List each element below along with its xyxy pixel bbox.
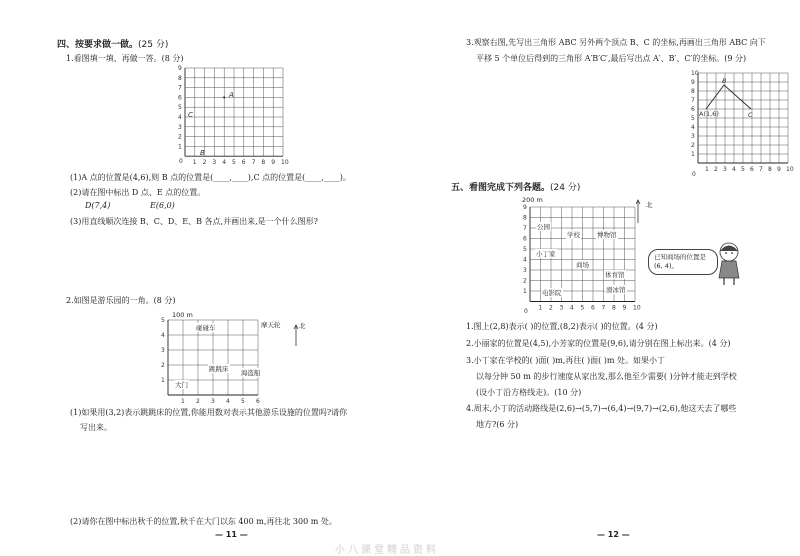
y-tick-label: 7 [523,225,527,232]
r-q4-line2: 地方?(6 分) [476,420,519,429]
y-tick-label: 2 [161,362,165,369]
point-b-label: B [200,149,205,157]
section-5-title: 五、看图完成下列各题。(24 分) [451,183,581,193]
map-scale-label: 200 m [522,196,543,204]
x-tick-label: 4 [222,159,227,167]
x-tick-label: 7 [601,304,606,312]
q1-sub3: (3)用直线顺次连接 B、C、D、E、B 各点,并画出来,是一个什么图形? [70,217,318,226]
x-tick-label: 8 [612,304,616,312]
y-tick-label: 9 [691,79,695,86]
x-tick-label: 4 [732,166,736,173]
q1-coordinate-grid [178,65,295,168]
park-label: 公园 [537,223,550,231]
y-tick-label: 7 [178,84,182,92]
point-a-label: A [229,91,234,99]
y-tick-label: 1 [178,143,182,151]
y-tick-label: 5 [178,104,182,112]
x-tick-label: 6 [256,398,260,405]
r-q3-text-line2: 以每分钟 50 m 的步行速度从家出发,那么他至少需要( )分钟才能走到学校 [476,372,737,381]
y-tick-label: 8 [523,214,527,222]
x-tick-label: 9 [271,159,276,167]
d-point: D(7,4) [85,201,111,210]
y-tick-label: 5 [161,317,165,324]
x-tick-label: 9 [777,166,781,173]
x-tick-label: 5 [741,166,745,173]
q2-sub2: (2)请你在图中标出秋千的位置,秋千在大门以东 400 m,再往北 300 m 处。 [70,517,337,526]
r-q3-line1: 3.观察右图,先写出三角形 ABC 另外两个顶点 B、C 的坐标,再画出三角形 ABC 向下 [466,38,766,47]
museum-label: 博物馆 [597,231,617,239]
x-tick-label: 4 [226,398,230,405]
page-number-left: — 11 — [215,530,248,539]
x-tick-label: 3 [559,304,564,312]
y-tick-label: 3 [523,267,527,274]
y-tick-label: 3 [691,133,695,140]
ice-hall-label: 滑冰馆 [606,286,626,294]
x-tick-label: 3 [212,159,217,167]
y-tick-label: 9 [523,204,527,211]
x-tick-label: 10 [281,159,289,167]
cinema-label: 电影院 [542,289,562,297]
triangle-coordinate-grid [691,70,798,178]
origin-label: 0 [179,158,183,165]
y-tick-label: 1 [523,288,527,295]
q1-sub1: (1)A 点的位置是(4,6),则 B 点的位置是(____,____),C 点的位置是(____,____)。 [70,173,351,182]
y-tick-label: 3 [161,347,165,354]
y-tick-label: 9 [178,65,182,72]
y-tick-label: 4 [178,114,182,121]
q1-sub2: (2)请在图中标出 D 点、E 点的位置。 [70,188,206,197]
point-a-label: A(1,6) [699,110,719,118]
y-tick-label: 4 [523,256,527,264]
x-tick-label: 2 [549,304,553,312]
x-tick-label: 5 [241,398,245,405]
origin-label: 0 [692,171,696,178]
y-tick-label: 6 [178,94,182,102]
x-tick-label: 2 [714,166,718,173]
x-tick-label: 4 [570,304,574,312]
q2-north-label: 北 [299,322,306,330]
point-c-label: C [188,111,193,119]
y-tick-label: 2 [523,277,527,285]
x-tick-label: 3 [723,166,727,173]
x-tick-label: 5 [232,159,236,167]
r-q3-text-line1: 3.小丁家在学校的( )面( )m,再往( )面( )m 处。如果小丁 [466,356,666,365]
x-tick-label: 10 [633,304,641,312]
y-tick-label: 5 [691,115,695,122]
pirate-ship-label: 海盗船 [241,369,261,377]
mall-label: 商场 [576,261,589,269]
x-tick-label: 6 [750,166,754,173]
x-tick-label: 6 [591,304,595,312]
x-tick-label: 10 [786,166,794,173]
school-label: 学校 [567,231,580,239]
origin-label: 0 [524,308,528,315]
point-b-label: B [722,77,727,85]
x-tick-label: 7 [251,159,256,167]
triangle-abc [706,85,751,109]
x-tick-label: 8 [261,159,266,167]
ding-home-label: 小丁家 [536,250,556,258]
e-point: E(6,0) [150,201,175,210]
q2-scale-label: 100 m [172,311,193,319]
x-tick-label: 1 [181,398,185,405]
y-tick-label: 7 [691,97,695,104]
x-tick-label: 1 [705,166,709,173]
gym-label: 体育馆 [605,271,625,279]
section-4-title: 四、按要求做一做。(25 分) [57,40,169,50]
y-tick-label: 3 [178,123,182,131]
q2-sub1-line1: (1)如果用(3,2)表示跳跳床的位置,你能用数对表示其他游乐设施的位置吗?请你 [70,408,348,417]
x-tick-label: 5 [580,304,585,312]
bumper-car-label: 碰碰车 [196,324,216,332]
trampoline-label: 跳跳床 [209,365,229,373]
watermark: 小八课堂精品资料 [335,545,439,556]
y-tick-label: 10 [691,70,699,77]
r-q1: 1.图上(2,8)表示( )的位置,(8,2)表示( )的位置。(4 分) [466,322,658,331]
y-tick-label: 5 [523,246,527,253]
x-tick-label: 3 [211,398,215,405]
r-q3-line2: 平移 5 个单位后得到的三角形 A′B′C′,最后写出点 A′、B′、C′的坐标。(9 分) [476,54,747,63]
r-q4-line1: 4.周末,小丁的活动路线是(2,6)→(5,7)→(6,4)→(9,7)→(2,6),他这天去了哪些 [466,404,737,413]
q2-sub1-line2: 写出来。 [80,423,112,432]
hint-bubble: 已知商场的位置是(6, 4)。 [648,249,718,275]
x-tick-label: 7 [759,166,763,173]
x-tick-label: 2 [196,398,200,405]
y-tick-label: 6 [523,235,527,243]
map-north-label: 北 [646,201,653,209]
point-c-label: C [748,111,753,119]
page-number-right: — 12 — [597,530,630,539]
x-tick-label: 2 [202,159,207,167]
x-tick-label: 8 [768,166,772,173]
y-tick-label: 6 [691,106,695,113]
gate-label: 大门 [175,381,188,389]
y-tick-label: 8 [178,74,182,82]
point-a-dot [223,96,225,98]
girl-illustration-icon [712,240,746,286]
y-tick-label: 2 [691,142,695,149]
y-tick-label: 1 [161,377,165,384]
y-tick-label: 4 [691,124,695,131]
x-tick-label: 1 [538,304,543,312]
ferris-wheel-label: 摩天轮 [261,321,281,329]
y-tick-label: 2 [178,133,182,141]
x-tick-label: 1 [192,159,197,167]
y-tick-label: 1 [691,151,695,158]
q1-title: 1.看图填一填、再做一答。(8 分) [66,54,184,63]
r-q3-text-line3: (设小丁沿方格线走)。(10 分) [476,388,582,397]
y-tick-label: 4 [161,332,165,339]
y-tick-label: 8 [691,88,695,95]
x-tick-label: 9 [622,304,627,312]
x-tick-label: 6 [241,159,246,167]
r-q2: 2.小丽家的位置是(4,5),小芳家的位置是(9,6),请分别在图上标出来。(4 分) [466,339,731,348]
q2-title: 2.如图是游乐园的一角。(8 分) [66,296,176,305]
